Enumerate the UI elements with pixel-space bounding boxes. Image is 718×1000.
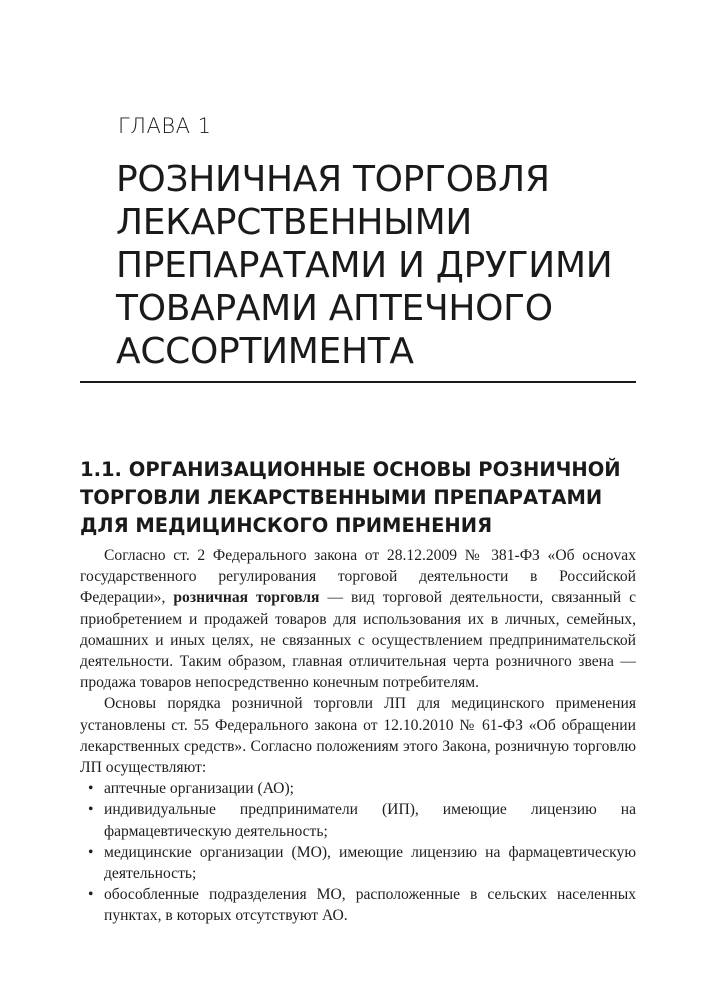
list-item-text: индивидуальные предприниматели (ИП), имеющие лицензию на фармацевтическую деятельность; — [104, 801, 636, 840]
list-item — [80, 778, 636, 799]
list-item-text: аптечные организации (АО); — [104, 780, 294, 798]
chapter-title-line: РОЗНИЧНАЯ ТОРГОВЛЯ — [116, 159, 550, 200]
section-heading-line: ТОРГОВЛИ ЛЕКАРСТВЕННЫМИ ПРЕПАРАТАМИ — [80, 486, 603, 509]
section-heading-line: 1.1. ОРГАНИЗАЦИОННЫЕ ОСНОВЫ РОЗНИЧНОЙ — [80, 458, 621, 481]
bullet-icon: • — [88, 843, 94, 861]
list-item-text: медицинские организации (МО), имеющие лицензию на фармацевтическую деятельность; — [104, 843, 636, 883]
title-divider — [80, 381, 636, 383]
bullet-icon: • — [88, 801, 94, 819]
chapter-title-line: ЛЕКАРСТВЕННЫМИ — [116, 202, 472, 243]
section-heading — [80, 456, 680, 540]
defined-term: розничная торговля — [173, 589, 320, 607]
bullet-icon: • — [88, 780, 94, 798]
bullet-list — [80, 778, 636, 926]
paragraph-text: — вид торговой деятельности, связанный с приобретением и продажей товаров для использования их в личных, семейных, домашних и иных целях, не связанных с осуществлением предпринимательской деятельности. Таким образом, главная отличительная черта розничного звена — продажа товаров непосредственно конечным потребителям. — [80, 589, 636, 692]
chapter-title-line: ТОВАРАМИ АПТЕЧНОГО — [116, 288, 553, 329]
list-item-text: обособленные подразделения МО, расположенные в сельских населенных пунктах, в которых отсутствуют АО. — [104, 886, 636, 925]
body-text — [80, 545, 636, 927]
chapter-label: ГЛАВА 1 — [118, 114, 212, 138]
list-item — [80, 799, 636, 841]
list-item — [80, 842, 636, 884]
bullet-icon: • — [88, 886, 94, 904]
paragraph-text: Согласно ст. 2 Федерального закона от 28.12.2009 № 381-ФЗ «Об осноvах государственного регулирования торговой деятельности в Российской Федерации», — [80, 547, 636, 607]
paragraph-definition — [80, 545, 636, 693]
chapter-title-line: АССОРТИМЕНТА — [116, 331, 414, 372]
section-heading-line: ДЛЯ МЕДИЦИНСКОГО ПРИМЕНЕНИЯ — [80, 514, 493, 537]
chapter-title-line: ПРЕПАРАТАМИ И ДРУГИМИ — [116, 245, 613, 286]
paragraph-retail-basis: Основы порядка розничной торговли ЛП для медицинского применения установлены ст. 55 Федерального закона от 12.10.2010 № 61-ФЗ «Об обращении лекарственных средств». Согласно положениям этого Закона, розничную торговлю ЛП осуществляют: — [80, 695, 636, 777]
chapter-title — [116, 158, 656, 373]
list-item — [80, 884, 636, 926]
